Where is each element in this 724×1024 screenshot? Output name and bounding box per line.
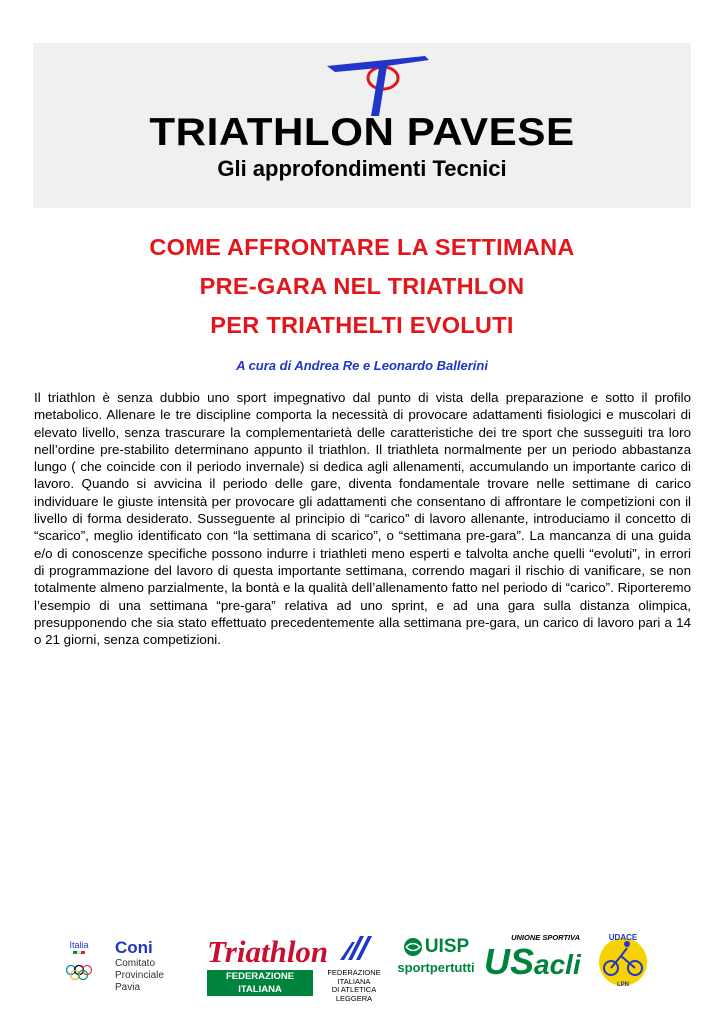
uisp-logo (396, 936, 476, 984)
uisp-tagline: sportpertutti (397, 960, 475, 975)
fidal-line-1: FEDERAZIONE ITALIANA (327, 968, 381, 986)
fitri-script: Triathlon (207, 934, 329, 969)
us-acli-top: UNIONE SPORTIVA (511, 933, 580, 942)
uisp-globe-icon (403, 937, 423, 957)
fidal-logo (314, 934, 394, 1003)
udace-label: UDACE (608, 933, 638, 942)
header-banner (33, 43, 691, 208)
page-title-line-3: PER TRIATHELTI EVOLUTI (210, 312, 514, 338)
coni-logo (115, 938, 205, 993)
us-acli-logo (484, 934, 580, 986)
triathlon-pavese-logo-icon (325, 54, 435, 119)
udace-bottom: LPN (617, 982, 629, 988)
fidal-mark-icon (314, 934, 394, 964)
us-acli-main: US (484, 940, 535, 982)
page-title-line-1: COME AFFRONTARE LA SETTIMANA (149, 234, 575, 260)
udace-logo (587, 930, 659, 990)
udace-cyclist-icon (587, 930, 659, 990)
brand-title: TRIATHLON PAVESE (149, 111, 575, 154)
sponsor-logos (0, 930, 724, 1003)
fitri-band: FEDERAZIONE ITALIANA (207, 970, 313, 996)
coni-name: Coni (115, 938, 153, 957)
uisp-name: UISP (424, 936, 470, 957)
article-body: Il triathlon è senza dubbio uno sport impegnativo dal punto di vista della preparazione e sotto il profilo metabolico. Allenare le tre discipline comporta la necessità di provocare adattamenti fisiologici e muscolari di elevato livello, senza trascurare la complementarietà delle caratteristiche dei tre sport che susseguiti tra loro nell’ordine pre-stabilito determinano appunto il triathlon. Il triathleta normalmente per un periodo abbastanza lungo ( che coincide con il periodo invernale) si dedica agli allenamenti, accumulando un importante carico di lavoro. Quando si avvicina il periodo delle gare, diventa fondamentale trovare nelle settimane di carico individuare le giuste intensità per provocare gli adattamenti che consentano di affrontare le competizioni con il livello di forma desiderato. Susseguente al principio di “carico” di lavoro allenante, introduciamo il concetto di “scarico”, meglio identificato con “la settimana di scarico”, o “settimana pre-gara”. La mancanza di una guida e/o di conoscenze specifiche possono indurre i triathleti meno esperti e talvolta anche quelli “evoluti”, in errori di programmazione del lavoro di questa importante settimana, correndo magari il rischio di vanificare, se non totalmente almeno parzialmente, la bontà e la qualità dell’allenamento fatto nel periodo di “carico”. Riporteremo l’esempio di una settimana “pre-gara” relativa ad uno sprint, e ad una gara sulla distanza olimpica, presupponendo che sia stato effettuato precedentemente alla settimana pre-gara, un carico di lavoro pari a 14 o 21 giorni, senza competizioni. (34, 390, 691, 648)
us-acli-name: acli (534, 948, 581, 980)
fitri-logo (207, 934, 329, 995)
italia-label: Italia (69, 940, 89, 950)
italia-olympic-logo-icon (64, 936, 94, 984)
page-title-line-2: PRE-GARA NEL TRIATHLON (199, 273, 525, 299)
fidal-line-2: DI ATLETICA LEGGERA (331, 985, 377, 1003)
coni-sub-1: Comitato Provinciale (115, 958, 164, 981)
byline: A cura di Andrea Re e Leonardo Ballerini (236, 358, 488, 373)
brand-subtitle: Gli approfondimenti Tecnici (217, 156, 507, 181)
coni-sub-2: Pavia (115, 982, 141, 993)
